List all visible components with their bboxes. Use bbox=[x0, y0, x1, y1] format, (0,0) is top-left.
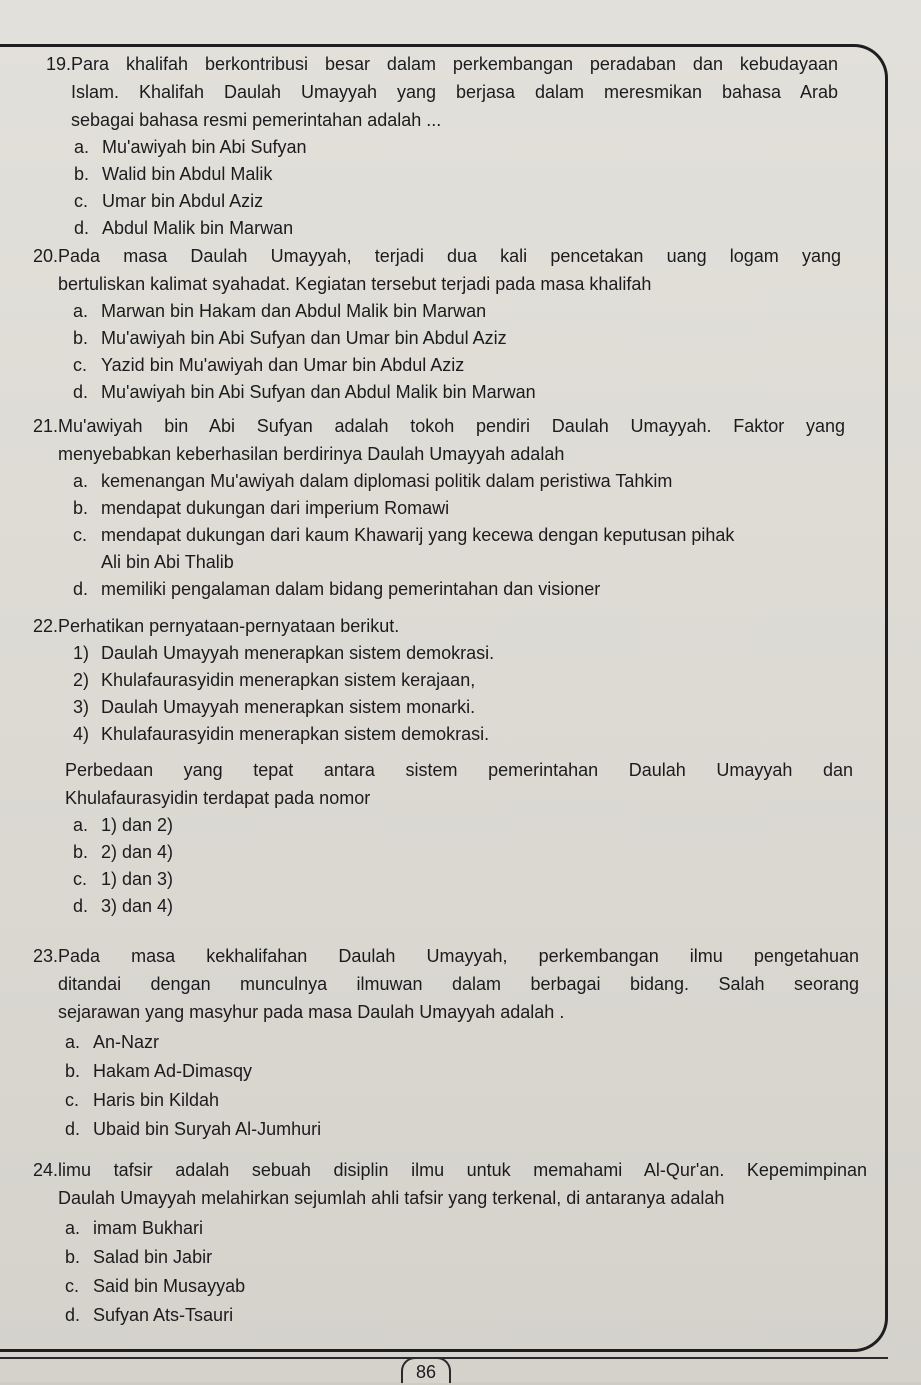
stem-line: Pada masa Daulah Umayyah, terjadi dua kali pencetakan uang logam yang bbox=[58, 246, 841, 266]
followup-line: Perbedaan yang tepat antara sistem pemerintahan Daulah Umayyah dan bbox=[65, 760, 853, 780]
option-d[interactable]: d. memiliki pengalaman dalam bidang pemerintahan dan visioner bbox=[73, 579, 601, 599]
stem-line: Islam. Khalifah Daulah Umayyah yang berjasa dalam meresmikan bahasa Arab bbox=[71, 82, 838, 102]
answer-options bbox=[65, 1214, 867, 1330]
stem-line: Mu'awiyah bin Abi Sufyan adalah tokoh pendiri Daulah Umayyah. Faktor yang bbox=[58, 416, 845, 436]
question-number: 22. bbox=[33, 616, 59, 636]
answer-options bbox=[73, 468, 845, 603]
stem-line: Perhatikan pernyataan-pernyataan berikut. bbox=[58, 616, 400, 636]
question-22 bbox=[33, 612, 853, 920]
answer-options bbox=[73, 812, 853, 920]
option-a[interactable]: a. imam Bukhari bbox=[65, 1218, 204, 1238]
followup-line: Khulafaurasyidin terdapat pada nomor bbox=[65, 788, 371, 808]
question-24-stem bbox=[33, 1156, 867, 1212]
question-23 bbox=[33, 942, 859, 1144]
statement-4: 4) Khulafaurasyidin menerapkan sistem demokrasi. bbox=[73, 724, 490, 744]
option-b[interactable]: b. mendapat dukungan dari imperium Romawi bbox=[73, 498, 450, 518]
option-d[interactable]: d. Sufyan Ats-Tsauri bbox=[65, 1305, 234, 1325]
stem-line: Pada masa kekhalifahan Daulah Umayyah, perkembangan ilmu pengetahuan bbox=[58, 946, 859, 966]
option-b[interactable]: b. 2) dan 4) bbox=[73, 842, 174, 862]
page-number: 86 bbox=[401, 1357, 451, 1383]
question-21-stem bbox=[33, 412, 845, 468]
answer-options bbox=[73, 298, 841, 406]
question-23-stem bbox=[33, 942, 859, 1026]
stem-line: Daulah Umayyah melahirkan sejumlah ahli tafsir yang terkenal, di antaranya adalah bbox=[58, 1188, 725, 1208]
stem-line: Para khalifah berkontribusi besar dalam perkembangan peradaban dan kebudayaan bbox=[71, 54, 838, 74]
question-number: 21. bbox=[33, 416, 59, 436]
option-a[interactable]: a. An-Nazr bbox=[65, 1032, 160, 1052]
statement-3: 3) Daulah Umayyah menerapkan sistem monarki. bbox=[73, 697, 476, 717]
answer-options bbox=[65, 1028, 859, 1144]
option-b[interactable]: b. Salad bin Jabir bbox=[65, 1247, 213, 1267]
answer-options bbox=[74, 134, 838, 242]
option-b[interactable]: b. Mu'awiyah bin Abi Sufyan dan Umar bin Abdul Aziz bbox=[73, 328, 507, 348]
stem-line: limu tafsir adalah sebuah disiplin ilmu untuk memahami Al-Qur'an. Kepemimpinan bbox=[58, 1160, 867, 1180]
stem-line: ditandai dengan munculnya ilmuwan dalam berbagai bidang. Salah seorang bbox=[58, 974, 859, 994]
stem-line: sejarawan yang masyhur pada masa Daulah Umayyah adalah . bbox=[58, 1002, 565, 1022]
option-a[interactable]: a. Marwan bin Hakam dan Abdul Malik bin Marwan bbox=[73, 301, 487, 321]
stem-line: sebagai bahasa resmi pemerintahan adalah ... bbox=[71, 110, 442, 130]
option-c[interactable]: c. Said bin Musayyab bbox=[65, 1276, 246, 1296]
option-c[interactable]: c. Haris bin Kildah bbox=[65, 1090, 220, 1110]
statement-1: 1) Daulah Umayyah menerapkan sistem demokrasi. bbox=[73, 643, 495, 663]
option-a[interactable]: a. 1) dan 2) bbox=[73, 815, 174, 835]
statement-2: 2) Khulafaurasyidin menerapkan sistem kerajaan, bbox=[73, 670, 476, 690]
option-a[interactable]: a. kemenangan Mu'awiyah dalam diplomasi politik dalam peristiwa Tahkim bbox=[73, 471, 673, 491]
stem-line: bertuliskan kalimat syahadat. Kegiatan tersebut terjadi pada masa khalifah bbox=[58, 274, 652, 294]
stem-line: menyebabkan keberhasilan berdirinya Daulah Umayyah adalah bbox=[58, 444, 565, 464]
option-b[interactable]: b. Hakam Ad-Dimasqy bbox=[65, 1061, 253, 1081]
question-20-stem bbox=[33, 242, 841, 298]
option-d[interactable]: d. Ubaid bin Suryah Al-Jumhuri bbox=[65, 1119, 322, 1139]
option-d[interactable]: d. Mu'awiyah bin Abi Sufyan dan Abdul Malik bin Marwan bbox=[73, 382, 536, 402]
statement-list bbox=[73, 640, 853, 748]
option-b[interactable]: b. Walid bin Abdul Malik bbox=[74, 164, 273, 184]
option-d[interactable]: d. 3) dan 4) bbox=[73, 896, 174, 916]
option-c[interactable]: c. 1) dan 3) bbox=[73, 869, 174, 889]
question-21 bbox=[33, 412, 845, 603]
question-22-followup bbox=[65, 756, 853, 812]
question-24 bbox=[33, 1156, 867, 1330]
question-number: 20. bbox=[33, 246, 59, 266]
option-a[interactable]: a. Mu'awiyah bin Abi Sufyan bbox=[74, 137, 307, 157]
option-c[interactable]: c. Umar bin Abdul Aziz bbox=[74, 191, 264, 211]
question-number: 23. bbox=[33, 946, 59, 966]
question-19-stem bbox=[46, 50, 838, 134]
question-number: 19. bbox=[46, 54, 72, 74]
option-c[interactable]: c. mendapat dukungan dari kaum Khawarij yang kecewa dengan keputusan pihak Ali bin Abi Thalib bbox=[73, 525, 735, 572]
question-20 bbox=[33, 242, 841, 406]
question-22-stem bbox=[33, 612, 853, 640]
question-number: 24. bbox=[33, 1160, 59, 1180]
option-c[interactable]: c. Yazid bin Mu'awiyah dan Umar bin Abdul Aziz bbox=[73, 355, 465, 375]
question-19 bbox=[46, 50, 838, 242]
option-d[interactable]: d. Abdul Malik bin Marwan bbox=[74, 218, 294, 238]
